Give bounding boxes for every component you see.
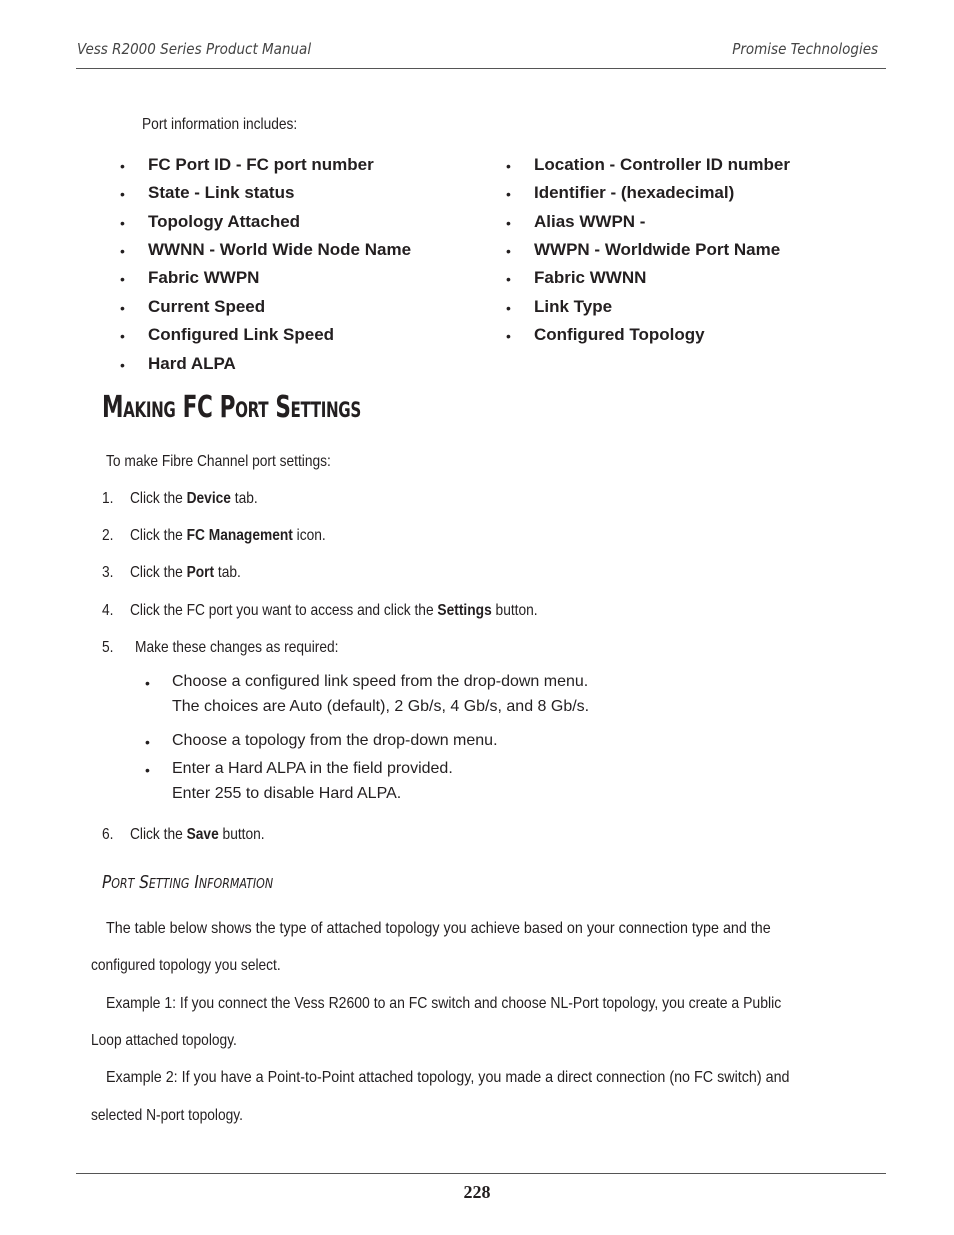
bullet-icon: • — [120, 158, 125, 174]
bullet-icon: • — [506, 186, 511, 202]
bullet-icon: • — [120, 215, 125, 231]
bullet-icon: • — [145, 762, 150, 778]
bullet-icon: • — [506, 243, 511, 259]
list-item: Fabric WWPN — [148, 268, 260, 287]
page-number: 228 — [463, 1182, 491, 1202]
header-rule — [76, 68, 886, 69]
list-item: Current Speed — [148, 297, 266, 316]
paragraph-line: configured topology you select. — [91, 957, 281, 974]
list-item: Hard ALPA — [148, 354, 236, 373]
footer-rule — [76, 1173, 886, 1174]
port-info-intro: Port information includes: — [142, 116, 298, 133]
bullet-icon: • — [120, 243, 125, 259]
step-text: Click the Save button. — [130, 826, 265, 843]
section-heading: Making FC Port Settings — [102, 390, 361, 425]
list-item: Location - Controller ID number — [534, 155, 790, 174]
list-item: Configured Topology — [534, 325, 705, 344]
bullet-icon: • — [506, 328, 511, 344]
subsection-heading: Port Setting Information — [102, 872, 274, 893]
paragraph-line: Loop attached topology. — [91, 1032, 237, 1049]
sub-bullet-text: The choices are Auto (default), 2 Gb/s, 4 Gb/s, and 8 Gb/s. — [172, 698, 590, 715]
sub-bullet-text: Enter 255 to disable Hard ALPA. — [172, 785, 402, 802]
bullet-icon: • — [506, 271, 511, 287]
list-item: FC Port ID - FC port number — [148, 155, 374, 174]
sub-bullet-text: Enter a Hard ALPA in the field provided. — [172, 760, 453, 777]
list-item: Alias WWPN - — [534, 212, 646, 231]
list-item: Configured Link Speed — [148, 325, 335, 344]
bullet-icon: • — [120, 271, 125, 287]
step-text: Click the Port tab. — [130, 564, 241, 581]
list-item: Link Type — [534, 297, 613, 316]
step-text: Make these changes as required: — [135, 639, 339, 656]
bullet-icon: • — [120, 328, 125, 344]
list-item: Identifier - (hexadecimal) — [534, 183, 735, 202]
step-number: 3. — [102, 564, 114, 581]
step-number: 6. — [102, 826, 114, 843]
running-header-company: Promise Technologies — [732, 40, 878, 58]
bullet-icon: • — [145, 734, 150, 750]
paragraph-line: Example 2: If you have a Point-to-Point attached topology, you made a direct connection (no FC switch) and — [106, 1069, 790, 1086]
step-number: 2. — [102, 527, 114, 544]
step-number: 5. — [102, 639, 114, 656]
paragraph-line: selected N-port topology. — [91, 1107, 243, 1124]
sub-bullet-text: Choose a configured link speed from the drop-down menu. — [172, 673, 589, 690]
bullet-icon: • — [145, 675, 150, 691]
step-number: 1. — [102, 490, 114, 507]
list-item: WWPN - Worldwide Port Name — [534, 240, 781, 259]
bullet-icon: • — [506, 300, 511, 316]
sub-bullet-text: Choose a topology from the drop-down menu. — [172, 732, 498, 749]
step-text: Click the Device tab. — [130, 490, 258, 507]
step-number: 4. — [102, 602, 114, 619]
bullet-icon: • — [120, 300, 125, 316]
list-item: State - Link status — [148, 183, 295, 202]
list-item: WWNN - World Wide Node Name — [148, 240, 412, 259]
bullet-icon: • — [120, 357, 125, 373]
section-lead: To make Fibre Channel port settings: — [106, 453, 331, 470]
list-item: Fabric WWNN — [534, 268, 647, 287]
bullet-icon: • — [506, 158, 511, 174]
paragraph-line: The table below shows the type of attached topology you achieve based on your connection type and the — [106, 920, 771, 937]
step-text: Click the FC port you want to access and click the Settings button. — [130, 602, 538, 619]
bullet-icon: • — [120, 186, 125, 202]
bullet-icon: • — [506, 215, 511, 231]
paragraph-line: Example 1: If you connect the Vess R2600 to an FC switch and choose NL-Port topology, you create a Public — [106, 995, 782, 1012]
running-header-title: Vess R2000 Series Product Manual — [77, 40, 312, 58]
list-item: Topology Attached — [148, 212, 301, 231]
step-text: Click the FC Management icon. — [130, 527, 326, 544]
